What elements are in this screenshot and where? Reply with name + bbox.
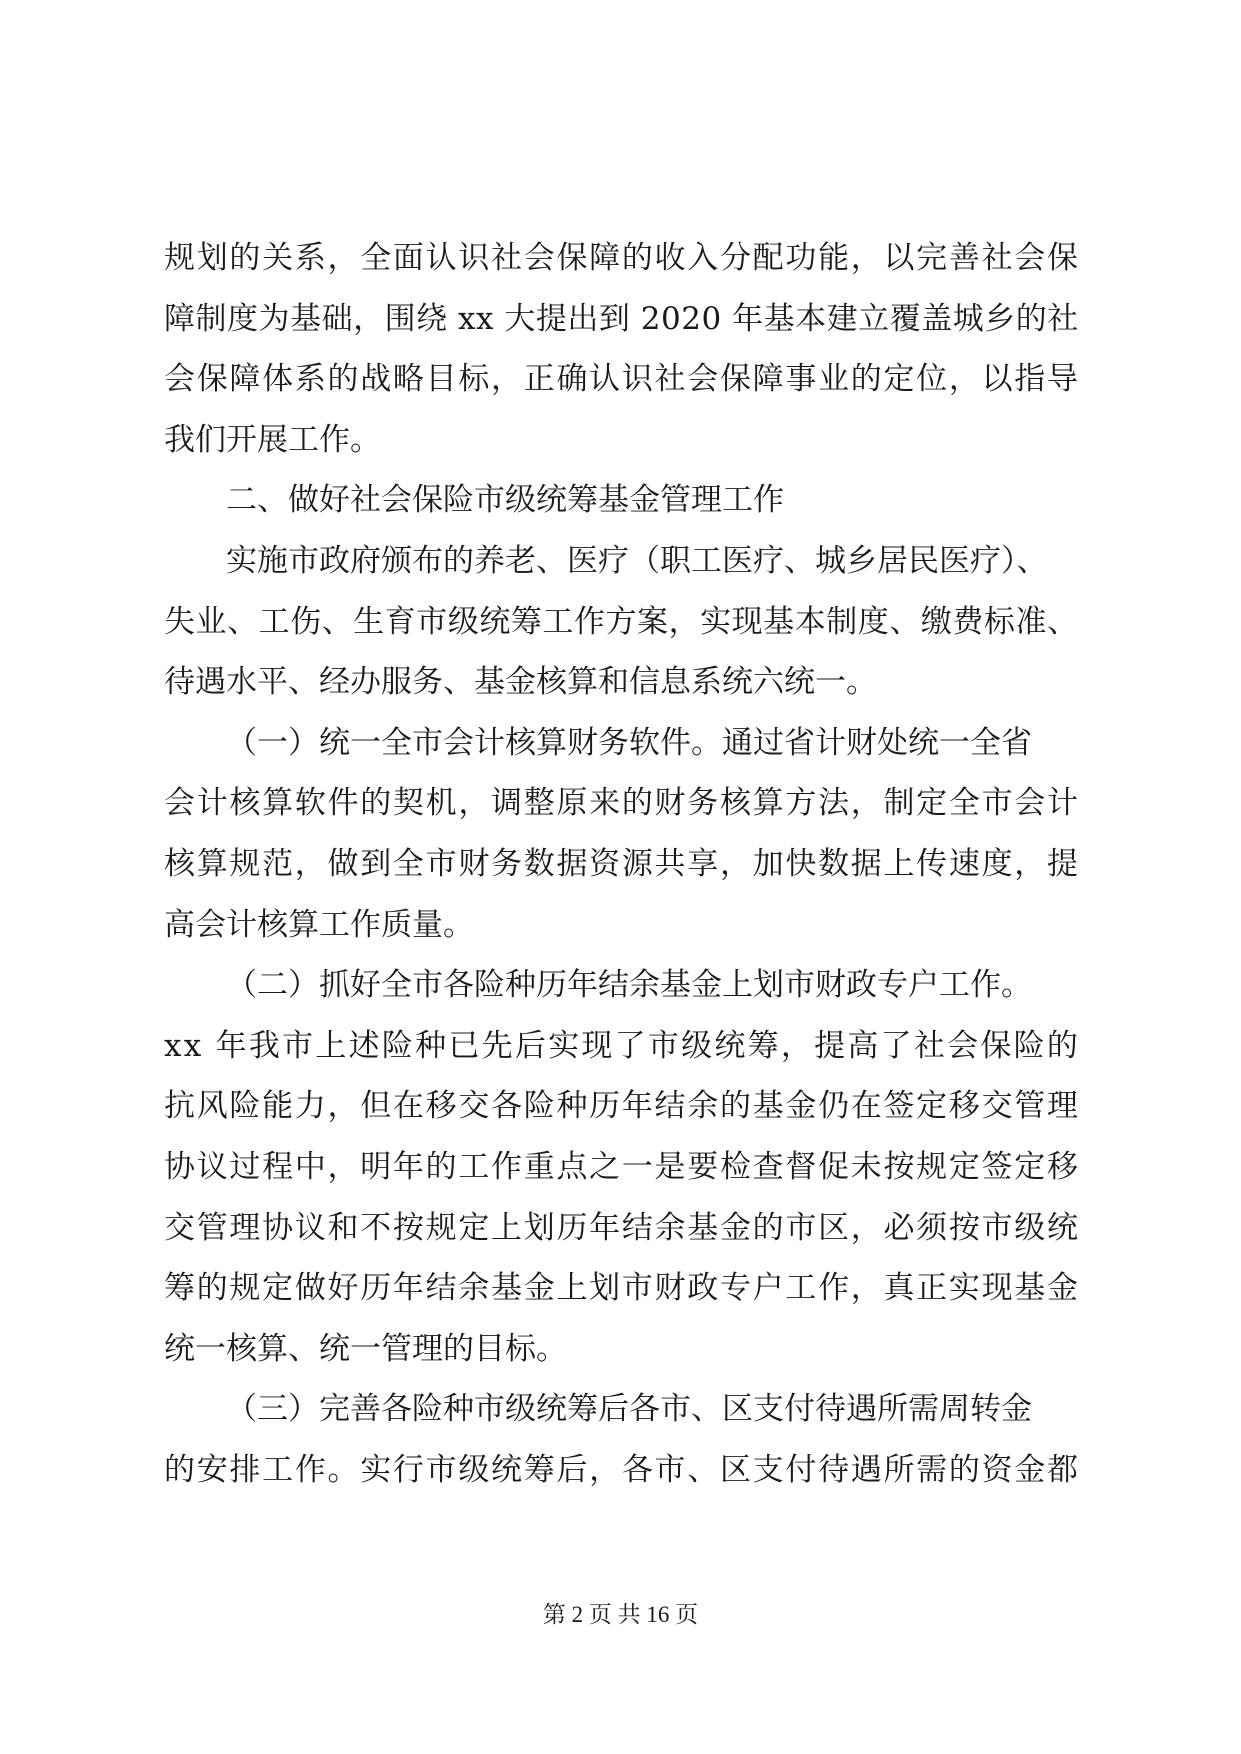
text-line: 障制度为基础，围绕 xx 大提出到 2020 年基本建立覆盖城乡的社 [164, 300, 1079, 337]
text-line: 会计核算软件的契机，调整原来的财务核算方法，制定全市会计 [164, 785, 1080, 822]
subsection-line: （二）抓好全市各险种历年结余基金上划市财政专户工作。 [226, 967, 1032, 1004]
text-line: xx 年我市上述险种已先后实现了市级统筹，提高了社会保险的 [164, 1027, 1081, 1064]
text-line: 统一核算、统一管理的目标。 [164, 1330, 567, 1367]
text-line: 会保障体系的战略目标，正确认识社会保障事业的定位，以指导 [164, 361, 1080, 398]
text-line: 核算规范，做到全市财务数据资源共享，加快数据上传速度，提 [164, 845, 1080, 882]
text-line: 待遇水平、经办服务、基金核算和信息系统六统一。 [164, 664, 877, 701]
text-line: 实施市政府颁布的养老、医疗（职工医疗、城乡居民医疗）、 [226, 542, 1048, 579]
subsection-line: （三）完善各险种市级统筹后各市、区支付待遇所需周转金 [226, 1391, 1032, 1428]
text-line: 交管理协议和不按规定上划历年结余基金的市区，必须按市级统 [164, 1209, 1080, 1246]
section-heading: 二、做好社会保险市级统筹基金管理工作 [226, 482, 784, 519]
document-body [164, 228, 1081, 1500]
text-line: 失业、工伤、生育市级统筹工作方案，实现基本制度、缴费标准、 [164, 603, 1079, 640]
text-line: 抗风险能力，但在移交各险种历年结余的基金仍在签定移交管理 [164, 1088, 1080, 1125]
page-number: 第 2 页 共 16 页 [542, 1602, 699, 1627]
text-line: 规划的关系，全面认识社会保障的收入分配功能，以完善社会保 [164, 240, 1080, 276]
subsection-line: （一）统一全市会计核算财务软件。通过省计财处统一全省 [226, 724, 1032, 761]
text-line: 筹的规定做好历年结余基金上划市财政专户工作，真正实现基金 [164, 1270, 1080, 1307]
text-line: 的安排工作。实行市级统筹后，各市、区支付待遇所需的资金都 [164, 1451, 1080, 1488]
text-line: 高会计核算工作质量。 [164, 906, 474, 943]
text-line: 我们开展工作。 [164, 421, 381, 458]
text-line: 协议过程中，明年的工作重点之一是要检查督促未按规定签定移 [164, 1148, 1080, 1185]
